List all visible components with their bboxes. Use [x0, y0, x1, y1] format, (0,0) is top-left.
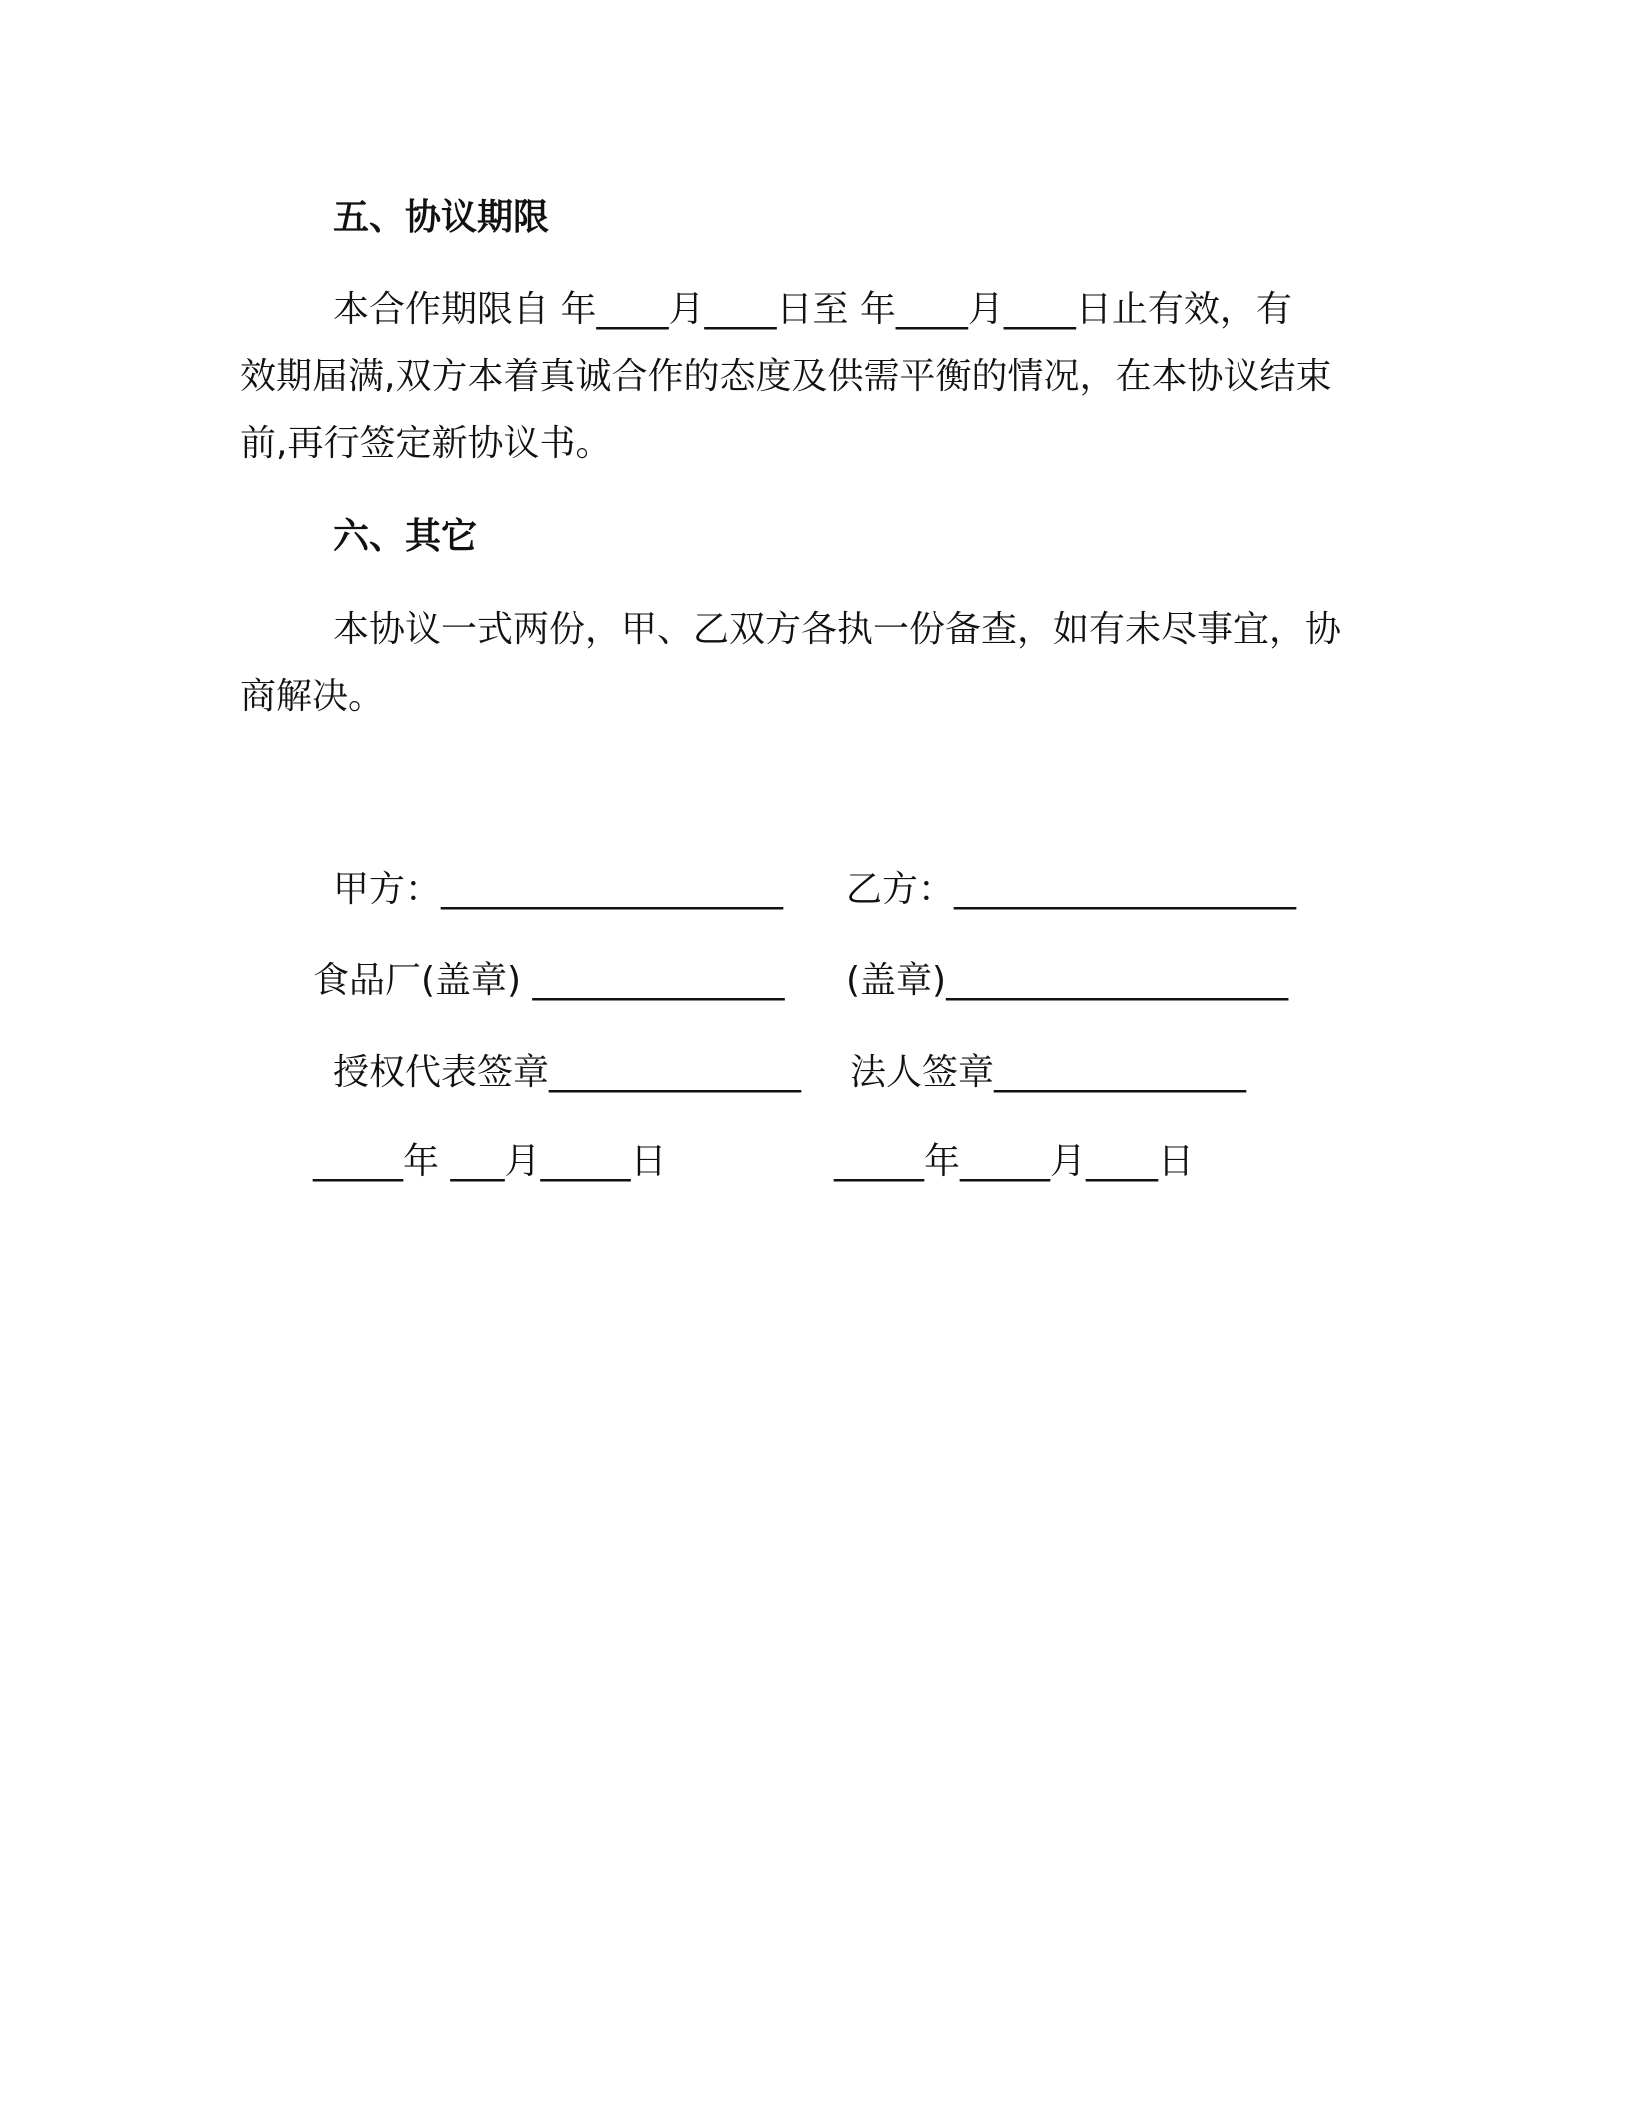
party-b-legal-person-line: 法人签章______________ — [850, 1052, 1247, 1093]
section-5-text-line-3: 前,再行签定新协议书。 — [240, 423, 612, 464]
section-5-text-line-1: 本合作期限自 年____月____日至 年____月____日止有效，有 — [333, 289, 1292, 330]
section-6-text-line-2: 商解决。 — [240, 676, 385, 717]
party-a-representative-line: 授权代表签章______________ — [333, 1052, 802, 1093]
section-6-text-line-1: 本协议一式两份，甲、乙双方各执一份备查，如有未尽事宜，协 — [333, 609, 1342, 650]
party-a-date-line: _____年 ___月_____日 — [313, 1141, 667, 1182]
party-a-seal-line: 食品厂(盖章) ______________ — [313, 960, 785, 1001]
party-a-signature-line: 甲方：___________________ — [333, 869, 784, 910]
section-5-text-line-2: 效期届满,双方本着真诚合作的态度及供需平衡的情况，在本协议结束 — [240, 356, 1332, 397]
party-b-signature-line: 乙方：___________________ — [846, 869, 1297, 910]
party-b-seal-line: (盖章)___________________ — [846, 960, 1289, 1001]
section-5-heading: 五、协议期限 — [333, 197, 550, 238]
party-b-date-line: _____年_____月____日 — [834, 1141, 1194, 1182]
section-6-heading: 六、其它 — [333, 516, 478, 557]
